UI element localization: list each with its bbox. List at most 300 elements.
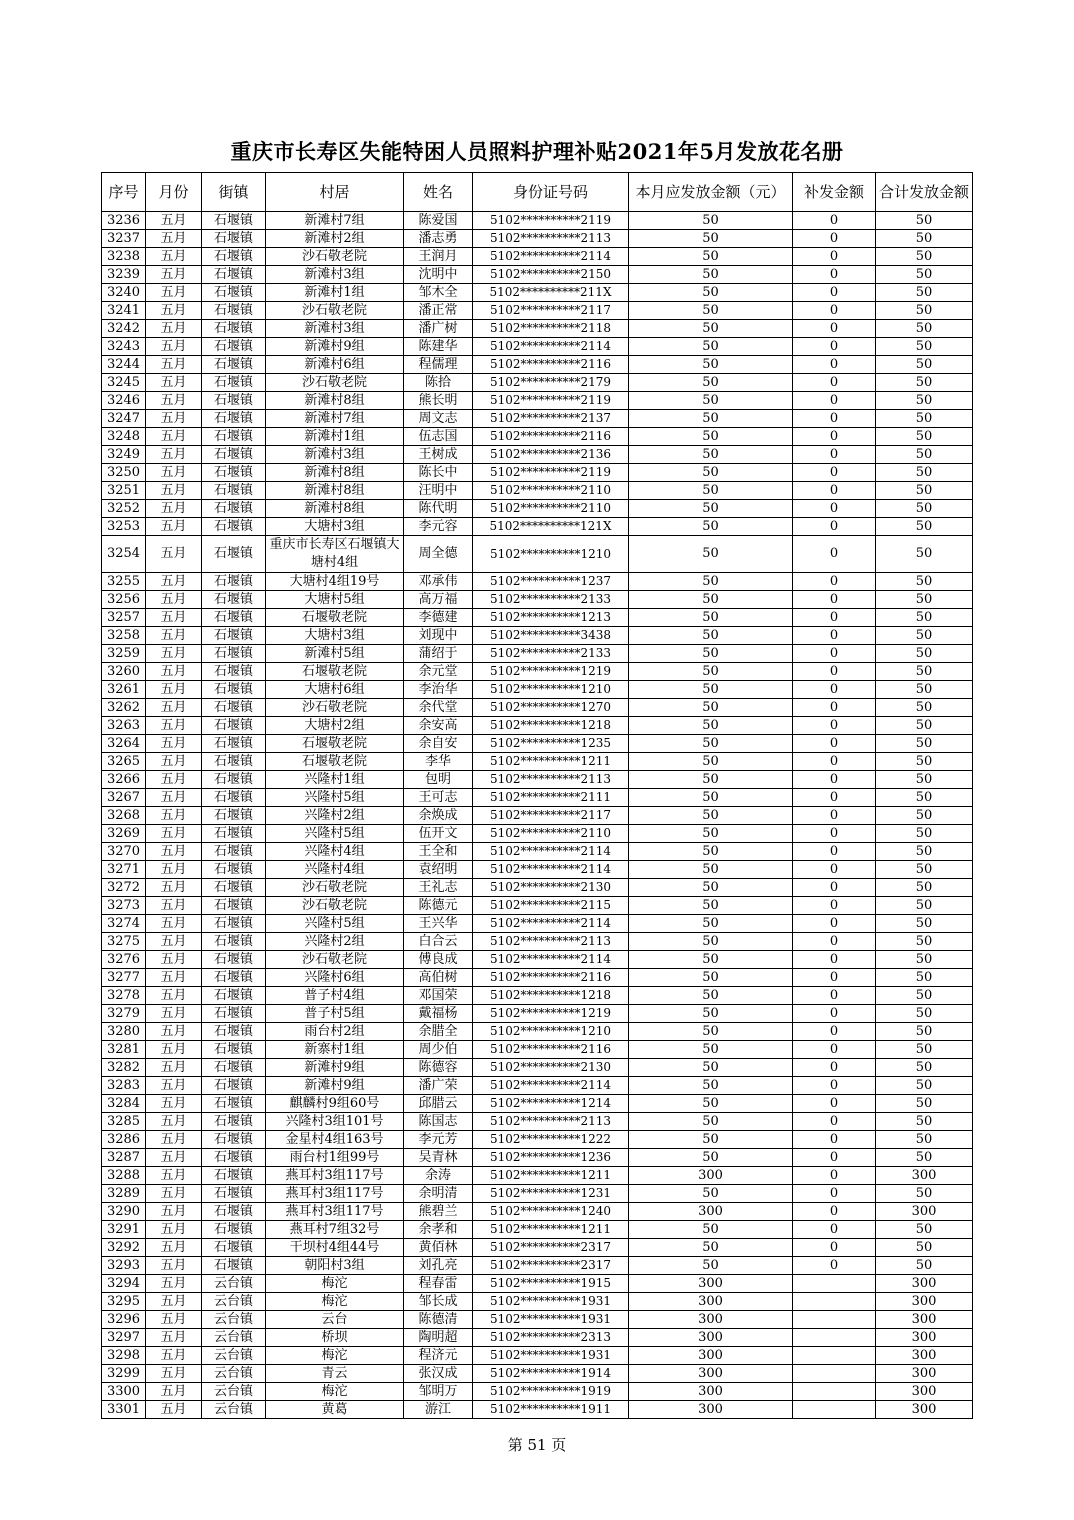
cell-name: 余焕成 [404, 807, 473, 825]
cell-town: 云台镇 [202, 1383, 266, 1401]
cell-month: 五月 [146, 645, 202, 663]
cell-name: 周全德 [404, 536, 473, 573]
cell-amount: 50 [629, 807, 793, 825]
table-row [102, 951, 973, 969]
cell-id: 5102**********211X [473, 284, 629, 302]
table-row [102, 410, 973, 428]
cell-village: 石堰敬老院 [266, 735, 404, 753]
cell-total: 50 [876, 266, 973, 284]
table-row [102, 717, 973, 735]
cell-id: 5102**********2114 [473, 338, 629, 356]
cell-supplement: 0 [793, 482, 876, 500]
cell-supplement: 0 [793, 879, 876, 897]
cell-total: 50 [876, 230, 973, 248]
cell-supplement: 0 [793, 825, 876, 843]
cell-amount: 50 [629, 302, 793, 320]
cell-month: 五月 [146, 897, 202, 915]
cell-amount: 50 [629, 1131, 793, 1149]
cell-town: 石堰镇 [202, 645, 266, 663]
cell-name: 刘孔亮 [404, 1257, 473, 1275]
cell-total: 50 [876, 789, 973, 807]
cell-name: 潘广荣 [404, 1077, 473, 1095]
cell-amount: 50 [629, 897, 793, 915]
roster-table [101, 172, 973, 1419]
cell-id: 5102**********2317 [473, 1257, 629, 1275]
cell-index: 3291 [102, 1221, 146, 1239]
cell-total: 50 [876, 320, 973, 338]
cell-index: 3242 [102, 320, 146, 338]
cell-town: 石堰镇 [202, 1005, 266, 1023]
cell-supplement [793, 1365, 876, 1383]
cell-index: 3245 [102, 374, 146, 392]
cell-village: 兴隆村4组 [266, 843, 404, 861]
cell-amount: 50 [629, 969, 793, 987]
cell-index: 3236 [102, 212, 146, 230]
cell-amount: 300 [629, 1365, 793, 1383]
cell-amount: 50 [629, 915, 793, 933]
cell-name: 王可志 [404, 789, 473, 807]
cell-supplement: 0 [793, 1167, 876, 1185]
cell-name: 刘现中 [404, 627, 473, 645]
cell-index: 3275 [102, 933, 146, 951]
cell-index: 3293 [102, 1257, 146, 1275]
cell-name: 蒲绍于 [404, 645, 473, 663]
cell-village: 石堰敬老院 [266, 609, 404, 627]
cell-index: 3244 [102, 356, 146, 374]
table-row [102, 681, 973, 699]
cell-total: 50 [876, 717, 973, 735]
cell-total: 300 [876, 1203, 973, 1221]
cell-total: 50 [876, 212, 973, 230]
cell-id: 5102**********2130 [473, 879, 629, 897]
cell-supplement: 0 [793, 518, 876, 536]
cell-town: 石堰镇 [202, 1023, 266, 1041]
cell-month: 五月 [146, 212, 202, 230]
cell-amount: 50 [629, 1257, 793, 1275]
cell-month: 五月 [146, 1059, 202, 1077]
cell-village: 兴隆村5组 [266, 915, 404, 933]
cell-month: 五月 [146, 1149, 202, 1167]
cell-amount: 50 [629, 1059, 793, 1077]
table-row [102, 230, 973, 248]
cell-supplement: 0 [793, 248, 876, 266]
cell-town: 云台镇 [202, 1365, 266, 1383]
cell-name: 程儒理 [404, 356, 473, 374]
cell-index: 3288 [102, 1167, 146, 1185]
table-row [102, 1149, 973, 1167]
cell-name: 邹木全 [404, 284, 473, 302]
cell-name: 王润月 [404, 248, 473, 266]
table-row [102, 1347, 973, 1365]
table-row [102, 969, 973, 987]
page-number: 第 51 页 [507, 1436, 567, 1454]
cell-total: 50 [876, 609, 973, 627]
cell-amount: 50 [629, 1149, 793, 1167]
cell-village: 兴隆村3组101号 [266, 1113, 404, 1131]
cell-town: 石堰镇 [202, 1059, 266, 1077]
cell-town: 石堰镇 [202, 1185, 266, 1203]
cell-supplement [793, 1347, 876, 1365]
cell-index: 3260 [102, 663, 146, 681]
cell-supplement: 0 [793, 284, 876, 302]
cell-supplement: 0 [793, 1005, 876, 1023]
cell-amount: 50 [629, 266, 793, 284]
cell-id: 5102**********2114 [473, 915, 629, 933]
table-row [102, 212, 973, 230]
cell-index: 3258 [102, 627, 146, 645]
cell-month: 五月 [146, 735, 202, 753]
cell-amount: 50 [629, 1113, 793, 1131]
cell-name: 傅良成 [404, 951, 473, 969]
cell-total: 300 [876, 1167, 973, 1185]
table-row [102, 1113, 973, 1131]
cell-month: 五月 [146, 1311, 202, 1329]
cell-index: 3262 [102, 699, 146, 717]
cell-town: 石堰镇 [202, 915, 266, 933]
cell-name: 余代堂 [404, 699, 473, 717]
cell-id: 5102**********1931 [473, 1311, 629, 1329]
cell-town: 石堰镇 [202, 1203, 266, 1221]
cell-village: 新滩村7组 [266, 212, 404, 230]
cell-id: 5102**********2114 [473, 1077, 629, 1095]
table-row [102, 1293, 973, 1311]
cell-name: 沈明中 [404, 266, 473, 284]
cell-town: 石堰镇 [202, 969, 266, 987]
cell-month: 五月 [146, 717, 202, 735]
cell-total: 50 [876, 1221, 973, 1239]
cell-supplement: 0 [793, 753, 876, 771]
table-row [102, 699, 973, 717]
cell-index: 3263 [102, 717, 146, 735]
cell-id: 5102**********2111 [473, 789, 629, 807]
table-row [102, 284, 973, 302]
cell-supplement [793, 1311, 876, 1329]
cell-id: 5102**********1914 [473, 1365, 629, 1383]
table-row [102, 374, 973, 392]
cell-supplement: 0 [793, 1077, 876, 1095]
table-row [102, 735, 973, 753]
cell-id: 5102**********1231 [473, 1185, 629, 1203]
cell-town: 石堰镇 [202, 807, 266, 825]
cell-id: 5102**********2116 [473, 356, 629, 374]
cell-town: 石堰镇 [202, 951, 266, 969]
cell-total: 50 [876, 482, 973, 500]
cell-id: 5102**********2114 [473, 248, 629, 266]
cell-index: 3261 [102, 681, 146, 699]
table-row [102, 1095, 973, 1113]
cell-id: 5102**********2119 [473, 392, 629, 410]
cell-id: 5102**********2133 [473, 591, 629, 609]
cell-supplement: 0 [793, 861, 876, 879]
cell-month: 五月 [146, 1095, 202, 1113]
cell-id: 5102**********1211 [473, 753, 629, 771]
cell-month: 五月 [146, 861, 202, 879]
cell-village: 新滩村1组 [266, 428, 404, 446]
cell-supplement: 0 [793, 464, 876, 482]
cell-name: 余元堂 [404, 663, 473, 681]
cell-name: 吴青林 [404, 1149, 473, 1167]
cell-name: 陈德容 [404, 1059, 473, 1077]
table-body [102, 212, 973, 1419]
cell-name: 邱腊云 [404, 1095, 473, 1113]
cell-amount: 50 [629, 753, 793, 771]
cell-total: 50 [876, 410, 973, 428]
cell-amount: 50 [629, 356, 793, 374]
cell-total: 50 [876, 753, 973, 771]
cell-village: 新滩村1组 [266, 284, 404, 302]
table-row [102, 915, 973, 933]
cell-name: 陈德元 [404, 897, 473, 915]
cell-total: 50 [876, 518, 973, 536]
cell-supplement: 0 [793, 356, 876, 374]
cell-supplement: 0 [793, 428, 876, 446]
cell-total: 50 [876, 1113, 973, 1131]
cell-index: 3256 [102, 591, 146, 609]
cell-total: 50 [876, 627, 973, 645]
cell-month: 五月 [146, 1131, 202, 1149]
cell-total: 50 [876, 897, 973, 915]
cell-village: 梅沱 [266, 1383, 404, 1401]
cell-month: 五月 [146, 446, 202, 464]
cell-supplement: 0 [793, 987, 876, 1005]
cell-month: 五月 [146, 771, 202, 789]
cell-id: 5102**********1218 [473, 987, 629, 1005]
cell-total: 300 [876, 1347, 973, 1365]
cell-name: 余自安 [404, 735, 473, 753]
cell-month: 五月 [146, 356, 202, 374]
cell-index: 3246 [102, 392, 146, 410]
cell-amount: 50 [629, 663, 793, 681]
cell-month: 五月 [146, 1347, 202, 1365]
cell-month: 五月 [146, 1023, 202, 1041]
cell-index: 3289 [102, 1185, 146, 1203]
cell-town: 石堰镇 [202, 500, 266, 518]
table-row [102, 1041, 973, 1059]
table-row [102, 1239, 973, 1257]
cell-month: 五月 [146, 987, 202, 1005]
cell-name: 戴福杨 [404, 1005, 473, 1023]
cell-village: 普子村5组 [266, 1005, 404, 1023]
cell-supplement: 0 [793, 627, 876, 645]
cell-index: 3296 [102, 1311, 146, 1329]
cell-name: 汪明中 [404, 482, 473, 500]
cell-amount: 50 [629, 248, 793, 266]
cell-amount: 50 [629, 392, 793, 410]
table-row [102, 428, 973, 446]
cell-month: 五月 [146, 573, 202, 591]
cell-index: 3265 [102, 753, 146, 771]
cell-total: 50 [876, 987, 973, 1005]
table-row [102, 392, 973, 410]
cell-month: 五月 [146, 843, 202, 861]
cell-supplement: 0 [793, 500, 876, 518]
cell-index: 3257 [102, 609, 146, 627]
cell-supplement [793, 1293, 876, 1311]
cell-index: 3247 [102, 410, 146, 428]
cell-id: 5102**********2116 [473, 428, 629, 446]
col-header-town: 街镇 [202, 173, 266, 212]
cell-month: 五月 [146, 536, 202, 573]
table-row [102, 1275, 973, 1293]
table-row [102, 663, 973, 681]
cell-supplement: 0 [793, 717, 876, 735]
table-row [102, 500, 973, 518]
cell-index: 3298 [102, 1347, 146, 1365]
cell-id: 5102**********2150 [473, 266, 629, 284]
cell-index: 3278 [102, 987, 146, 1005]
cell-village: 梅沱 [266, 1347, 404, 1365]
cell-name: 余孝和 [404, 1221, 473, 1239]
cell-index: 3249 [102, 446, 146, 464]
cell-total: 50 [876, 879, 973, 897]
cell-supplement: 0 [793, 771, 876, 789]
table-row [102, 897, 973, 915]
cell-id: 5102**********1919 [473, 1383, 629, 1401]
cell-id: 5102**********1219 [473, 663, 629, 681]
cell-total: 300 [876, 1365, 973, 1383]
cell-month: 五月 [146, 230, 202, 248]
cell-amount: 50 [629, 1239, 793, 1257]
table-row [102, 1005, 973, 1023]
cell-supplement: 0 [793, 951, 876, 969]
cell-village: 大塘村6组 [266, 681, 404, 699]
cell-amount: 50 [629, 843, 793, 861]
cell-name: 陈爱国 [404, 212, 473, 230]
header-row [102, 173, 973, 212]
cell-total: 50 [876, 302, 973, 320]
cell-village: 沙石敬老院 [266, 374, 404, 392]
cell-total: 50 [876, 1239, 973, 1257]
cell-name: 余明清 [404, 1185, 473, 1203]
cell-month: 五月 [146, 969, 202, 987]
cell-id: 5102**********1911 [473, 1401, 629, 1419]
table-row [102, 320, 973, 338]
table-row [102, 609, 973, 627]
cell-amount: 50 [629, 338, 793, 356]
cell-month: 五月 [146, 1329, 202, 1347]
cell-town: 石堰镇 [202, 753, 266, 771]
cell-supplement: 0 [793, 735, 876, 753]
table-row [102, 843, 973, 861]
cell-id: 5102**********2116 [473, 969, 629, 987]
cell-supplement: 0 [793, 446, 876, 464]
table-row [102, 446, 973, 464]
cell-village: 大塘村5组 [266, 591, 404, 609]
cell-id: 5102**********2117 [473, 807, 629, 825]
cell-amount: 300 [629, 1329, 793, 1347]
cell-name: 游江 [404, 1401, 473, 1419]
cell-supplement: 0 [793, 933, 876, 951]
cell-id: 5102**********2113 [473, 1113, 629, 1131]
cell-name: 潘广树 [404, 320, 473, 338]
cell-id: 5102**********2136 [473, 446, 629, 464]
table-row [102, 1167, 973, 1185]
cell-supplement [793, 1401, 876, 1419]
cell-total: 50 [876, 374, 973, 392]
cell-month: 五月 [146, 1167, 202, 1185]
cell-index: 3269 [102, 825, 146, 843]
cell-amount: 50 [629, 1005, 793, 1023]
cell-total: 50 [876, 1023, 973, 1041]
cell-name: 李元芳 [404, 1131, 473, 1149]
cell-supplement [793, 1275, 876, 1293]
cell-month: 五月 [146, 1005, 202, 1023]
cell-supplement: 0 [793, 663, 876, 681]
table-row [102, 825, 973, 843]
cell-total: 50 [876, 1185, 973, 1203]
cell-town: 石堰镇 [202, 573, 266, 591]
cell-total: 50 [876, 464, 973, 482]
col-header-month: 月份 [146, 173, 202, 212]
cell-total: 50 [876, 248, 973, 266]
cell-index: 3287 [102, 1149, 146, 1167]
cell-supplement: 0 [793, 1239, 876, 1257]
cell-supplement: 0 [793, 392, 876, 410]
cell-name: 李华 [404, 753, 473, 771]
cell-amount: 50 [629, 320, 793, 338]
cell-total: 50 [876, 284, 973, 302]
cell-amount: 50 [629, 374, 793, 392]
cell-month: 五月 [146, 1203, 202, 1221]
table-row [102, 879, 973, 897]
cell-total: 50 [876, 500, 973, 518]
table-row [102, 1023, 973, 1041]
cell-amount: 50 [629, 987, 793, 1005]
cell-month: 五月 [146, 1077, 202, 1095]
cell-town: 石堰镇 [202, 771, 266, 789]
cell-village: 金星村4组163号 [266, 1131, 404, 1149]
cell-town: 石堰镇 [202, 518, 266, 536]
cell-village: 兴隆村2组 [266, 807, 404, 825]
cell-id: 5102**********1213 [473, 609, 629, 627]
cell-amount: 50 [629, 951, 793, 969]
cell-amount: 50 [629, 1221, 793, 1239]
cell-index: 3254 [102, 536, 146, 573]
cell-index: 3283 [102, 1077, 146, 1095]
cell-town: 石堰镇 [202, 410, 266, 428]
cell-name: 陈拾 [404, 374, 473, 392]
cell-month: 五月 [146, 915, 202, 933]
cell-town: 石堰镇 [202, 212, 266, 230]
cell-name: 李治华 [404, 681, 473, 699]
cell-village: 沙石敬老院 [266, 951, 404, 969]
cell-town: 石堰镇 [202, 735, 266, 753]
cell-month: 五月 [146, 320, 202, 338]
cell-village: 朝阳村3组 [266, 1257, 404, 1275]
cell-month: 五月 [146, 266, 202, 284]
table-row [102, 1383, 973, 1401]
cell-village: 普子村4组 [266, 987, 404, 1005]
cell-amount: 300 [629, 1401, 793, 1419]
cell-village: 新滩村6组 [266, 356, 404, 374]
cell-id: 5102**********2133 [473, 645, 629, 663]
cell-id: 5102**********2114 [473, 861, 629, 879]
table-row [102, 302, 973, 320]
cell-month: 五月 [146, 1257, 202, 1275]
cell-id: 5102**********1211 [473, 1221, 629, 1239]
cell-amount: 50 [629, 699, 793, 717]
cell-month: 五月 [146, 1365, 202, 1383]
cell-name: 王全和 [404, 843, 473, 861]
table-row [102, 518, 973, 536]
table-row [102, 338, 973, 356]
cell-supplement: 0 [793, 915, 876, 933]
cell-total: 50 [876, 699, 973, 717]
cell-name: 白合云 [404, 933, 473, 951]
cell-supplement [793, 1329, 876, 1347]
cell-total: 50 [876, 338, 973, 356]
cell-supplement [793, 1383, 876, 1401]
